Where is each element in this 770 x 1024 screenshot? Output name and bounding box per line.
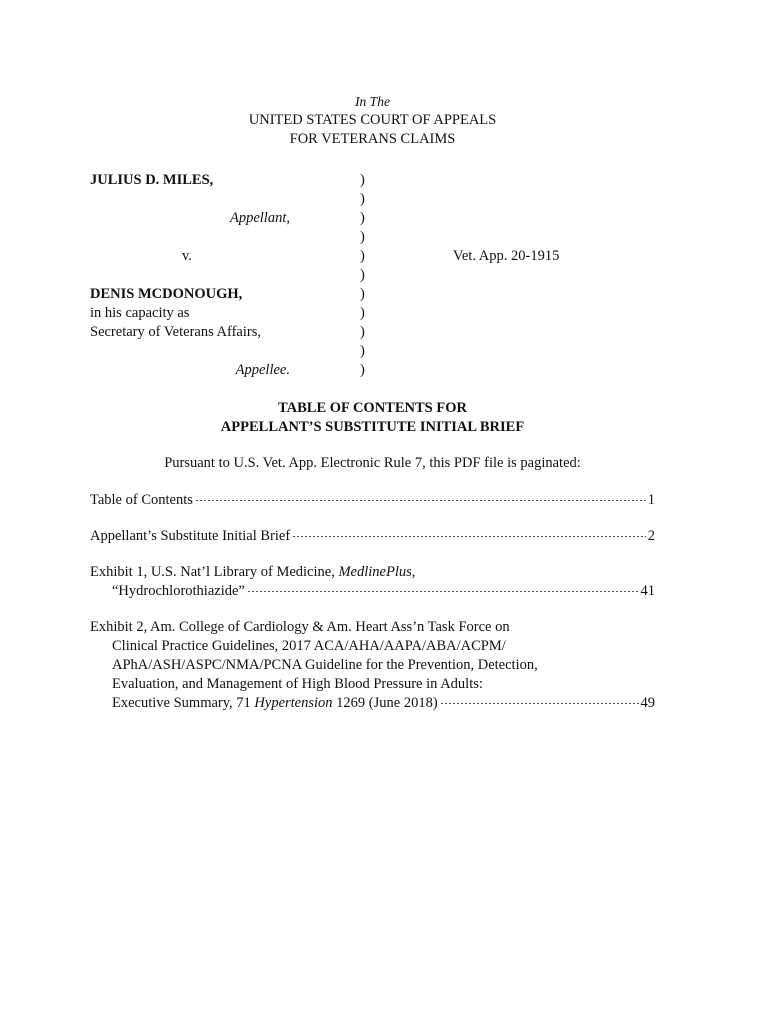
court-name-line1: UNITED STATES COURT OF APPEALS	[248, 112, 497, 128]
document-title-line1: TABLE OF CONTENTS FOR	[278, 400, 467, 416]
dot-leader	[440, 703, 639, 704]
toc-page-number: 2	[647, 528, 655, 544]
toc-page-number: 49	[640, 695, 655, 711]
caption-paren: )	[360, 286, 365, 302]
toc-entry[interactable]	[90, 563, 655, 601]
pagination-note: Pursuant to U.S. Vet. App. Electronic Rule 7, this PDF file is paginated:	[164, 455, 581, 471]
caption-paren: )	[360, 210, 365, 226]
document-title	[90, 399, 655, 437]
toc-text: Executive Summary, 71	[112, 695, 255, 711]
toc-entry[interactable]	[90, 618, 655, 713]
appellant-name: JULIUS D. MILES,	[90, 172, 214, 188]
caption-paren: )	[360, 343, 365, 359]
toc-text: ,	[411, 564, 416, 580]
caption-paren: )	[360, 172, 365, 188]
caption-paren: )	[360, 362, 365, 378]
caption-paren-column	[360, 171, 370, 380]
toc-entry-line: Clinical Practice Guidelines, 2017 ACA/AHA/AAPA/ABA/ACPM/	[112, 638, 506, 654]
toc-entry-text: Appellant’s Substitute Initial Brief	[90, 528, 291, 544]
caption-paren: )	[360, 229, 365, 245]
appellee-name: DENIS MCDONOUGH,	[90, 286, 243, 302]
document-title-line2: APPELLANT’S SUBSTITUTE INITIAL BRIEF	[220, 419, 525, 435]
dot-leader	[292, 536, 646, 537]
appellant-role: Appellant,	[229, 210, 290, 226]
court-pre: In The	[355, 94, 390, 109]
toc-text-italic: Hypertension	[254, 695, 333, 711]
toc-page-number: 41	[640, 583, 655, 599]
case-caption	[90, 171, 655, 381]
caption-paren: )	[360, 324, 365, 340]
appellee-capacity-line2: Secretary of Veterans Affairs,	[90, 324, 261, 340]
versus: v.	[182, 248, 192, 264]
caption-paren: )	[360, 248, 365, 264]
appellee-capacity-line1: in his capacity as	[90, 305, 190, 321]
caption-paren: )	[360, 267, 365, 283]
caption-paren: )	[360, 305, 365, 321]
court-heading	[90, 92, 655, 149]
court-name-line2: FOR VETERANS CLAIMS	[289, 131, 456, 147]
appellee-role: Appellee.	[235, 362, 290, 378]
docket-number: Vet. App. 20-1915	[453, 248, 560, 264]
table-of-contents	[90, 491, 655, 713]
toc-entry[interactable]	[90, 527, 655, 546]
toc-entry-text: Table of Contents	[90, 492, 193, 508]
toc-entry-line: Evaluation, and Management of High Blood Pressure in Adults:	[112, 676, 483, 692]
caption-paren: )	[360, 191, 365, 207]
toc-page-number: 1	[647, 492, 655, 508]
toc-text-italic: MedlinePlus	[338, 564, 412, 580]
toc-entry-text: “Hydrochlorothiazide”	[112, 583, 245, 599]
document-page	[90, 92, 655, 730]
toc-entry[interactable]	[90, 491, 655, 510]
toc-entry-text	[112, 694, 438, 713]
toc-entry-line	[90, 563, 655, 582]
toc-entry-line: APhA/ASH/ASPC/NMA/PCNA Guideline for the Prevention, Detection,	[112, 657, 538, 673]
toc-text: 1269 (June 2018)	[332, 695, 438, 711]
dot-leader	[195, 500, 646, 501]
toc-text: Exhibit 1, U.S. Nat’l Library of Medicine,	[90, 564, 339, 580]
dot-leader	[247, 591, 639, 592]
toc-entry-line: Exhibit 2, Am. College of Cardiology & Am. Heart Ass’n Task Force on	[90, 619, 510, 635]
